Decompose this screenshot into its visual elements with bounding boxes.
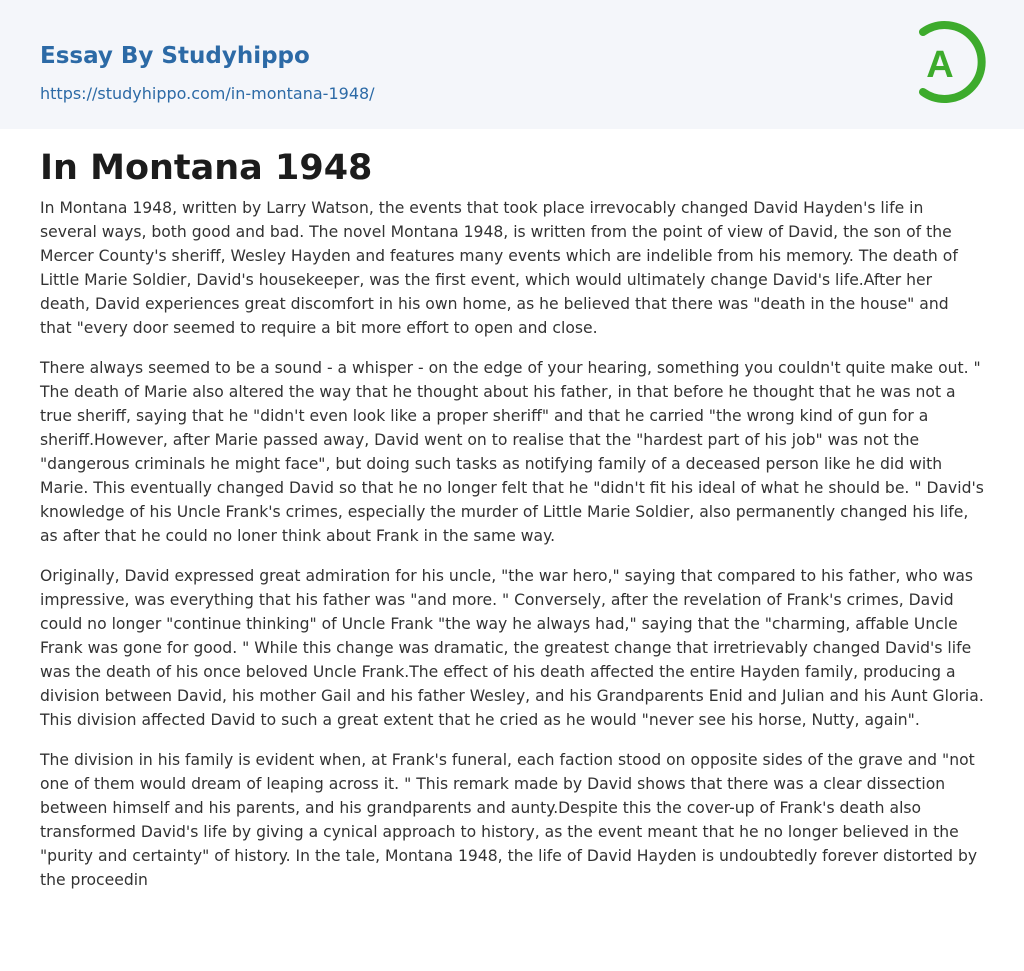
site-brand[interactable]: Essay By Studyhippo bbox=[40, 43, 310, 69]
essay-paragraph-3: Originally, David expressed great admiration for his uncle, "the war hero," saying that compared to his father, who was impressive, was everything that his father was "and more. " Conversely, after the revelation of Frank's crimes, David could no longer "continue thinking" of Uncle Frank "the way he always had," saying that the "charming, affable Uncle Frank was gone for good. " While this change was dramatic, the greatest change that irretrievably changed David's life was the death of his once beloved Uncle Frank.The effect of his death affected the entire Hayden family, producing a division between David, his mother Gail and his father Wesley, and his Grandparents Enid and Julian and his Aunt Gloria. This division affected David to such a great extent that he cried as he would "never see his horse, Nutty, again". bbox=[40, 567, 984, 729]
essay-url-link[interactable]: https://studyhippo.com/in-montana-1948/ bbox=[40, 84, 375, 103]
essay-paragraph-4: The division in his family is evident when, at Frank's funeral, each faction stood on opposite sides of the grave and "not one of them would dream of leaping across it. " This remark made by David shows that there was a clear dissection between himself and his parents, and his grandparents and aunty.Despite this the cover-up of Frank's death also transformed David's life by giving a cynical approach to history, as the event meant that he no longer believed in the "purity and certainty" of history. In the tale, Montana 1948, the life of David Hayden is undoubtedly forever distorted by the proceedin bbox=[40, 751, 978, 889]
essay-paragraph-2: There always seemed to be a sound - a whisper - on the edge of your hearing, something you couldn't quite make out. " The death of Marie also altered the way that he thought about his father, in that before he thought that he was not a true sheriff, saying that he "didn't even look like a proper sheriff" and that he carried "the wrong kind of gun for a sheriff.However, after Marie passed away, David went on to realise that the "hardest part of his job" was not the "dangerous criminals he might face", but doing such tasks as notifying family of a deceased person like he did with Marie. This eventually changed David so that he no longer felt that he "didn't fit his ideal of what he should be. " David's knowledge of his Uncle Frank's crimes, especially the murder of Little Marie Soldier, also permanently changed his life, as after that he could no loner think about Frank in the same way. bbox=[40, 359, 984, 545]
essay-paragraph-1: In Montana 1948, written by Larry Watson, the events that took place irrevocably changed David Hayden's life in several ways, both good and bad. The novel Montana 1948, is written from the point of view of David, the son of the Mercer County's sheriff, Wesley Hayden and features many events which are indelible from his memory. The death of Little Marie Soldier, David's housekeeper, was the first event, which would ultimately change David's life.After her death, David experiences great discomfort in his own home, as he believed that there was "death in the house" and that "every door seemed to require a bit more effort to open and close. bbox=[40, 199, 958, 337]
essay-content bbox=[40, 146, 984, 892]
site-header bbox=[0, 0, 1024, 129]
logo-letter: A bbox=[926, 44, 954, 86]
studyhippo-logo[interactable] bbox=[912, 20, 986, 104]
logo-a-icon bbox=[912, 20, 986, 104]
essay-title: In Montana 1948 bbox=[40, 148, 373, 188]
